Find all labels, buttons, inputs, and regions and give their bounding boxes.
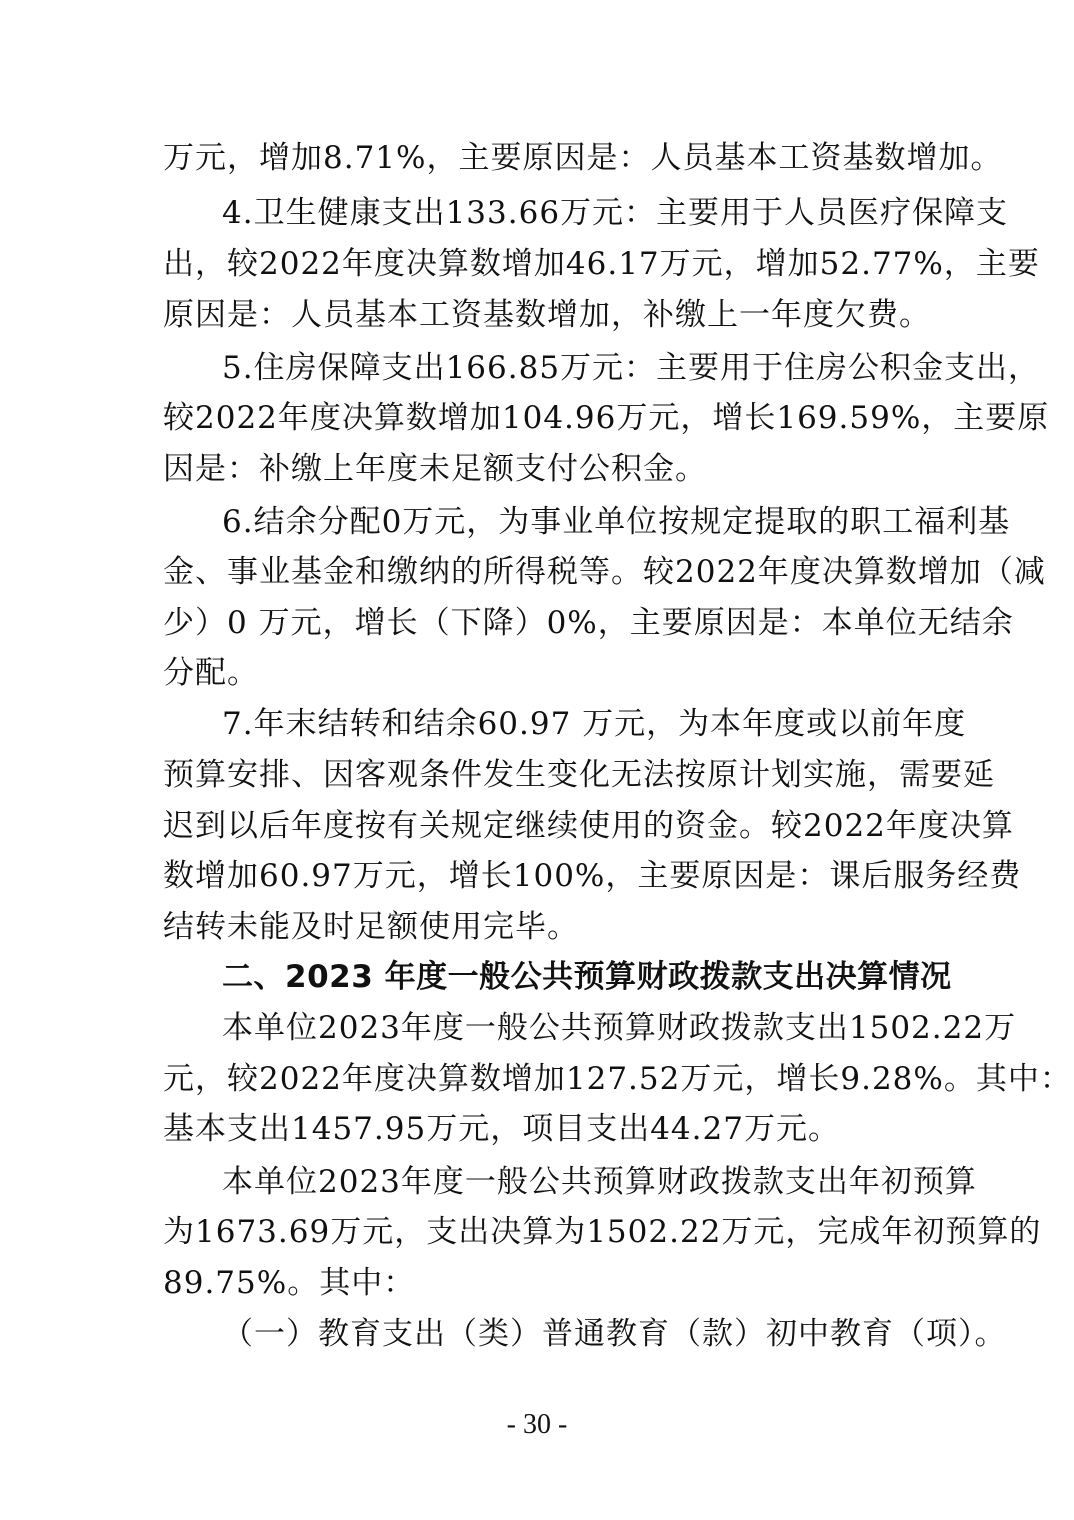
page-number: - 30 - xyxy=(506,1409,568,1440)
text-line: 分配。 xyxy=(163,655,259,691)
text-line: 因是：补缴上年度未足额支付公积金。 xyxy=(163,451,707,487)
text-line: 出，较2022年度决算数增加46.17万元，增加52.77%，主要 xyxy=(163,246,1040,282)
text-line: 万元，增加8.71%，主要原因是：人员基本工资基数增加。 xyxy=(163,140,1003,176)
text-line: 预算安排、因客观条件发生变化无法按原计划实施，需要延 xyxy=(163,757,995,793)
text-line: 6.结余分配0万元，为事业单位按规定提取的职工福利基 xyxy=(222,504,1011,540)
section-heading: 二、2023 年度一般公共预算财政拨款支出决算情况 xyxy=(222,959,952,995)
text-line: （一）教育支出（类）普通教育（款）初中教育（项）。 xyxy=(222,1316,1007,1352)
text-line: 为1673.69万元，支出决算为1502.22万元，完成年初预算的 xyxy=(163,1214,1042,1250)
text-line: 89.75%。其中： xyxy=(163,1265,416,1301)
text-line: 5.住房保障支出166.85万元：主要用于住房公积金支出， xyxy=(222,350,1041,386)
text-line: 迟到以后年度按有关规定继续使用的资金。较2022年度决算 xyxy=(163,808,1014,844)
text-line: 基本支出1457.95万元，项目支出44.27万元。 xyxy=(163,1111,840,1147)
text-line: 较2022年度决算数增加104.96万元，增长169.59%，主要原 xyxy=(163,400,1050,436)
text-line: 金、事业基金和缴纳的所得税等。较2022年度决算数增加（减 xyxy=(163,554,1046,590)
text-line: 结转未能及时足额使用完毕。 xyxy=(163,909,579,945)
text-line: 本单位2023年度一般公共预算财政拨款支出1502.22万 xyxy=(222,1010,1017,1046)
text-line: 7.年末结转和结余60.97 万元，为本年度或以前年度 xyxy=(222,706,967,742)
text-line: 本单位2023年度一般公共预算财政拨款支出年初预算 xyxy=(222,1164,977,1200)
text-line: 元，较2022年度决算数增加127.52万元，增长9.28%。其中： xyxy=(163,1061,1072,1097)
text-line: 原因是：人员基本工资基数增加，补缴上一年度欠费。 xyxy=(163,297,931,333)
text-line: 4.卫生健康支出133.66万元：主要用于人员医疗保障支 xyxy=(222,195,1009,231)
text-line: 数增加60.97万元，增长100%，主要原因是：课后服务经费 xyxy=(163,858,1022,894)
text-line: 少）0 万元，增长（下降）0%，主要原因是：本单位无结余 xyxy=(163,605,1014,641)
